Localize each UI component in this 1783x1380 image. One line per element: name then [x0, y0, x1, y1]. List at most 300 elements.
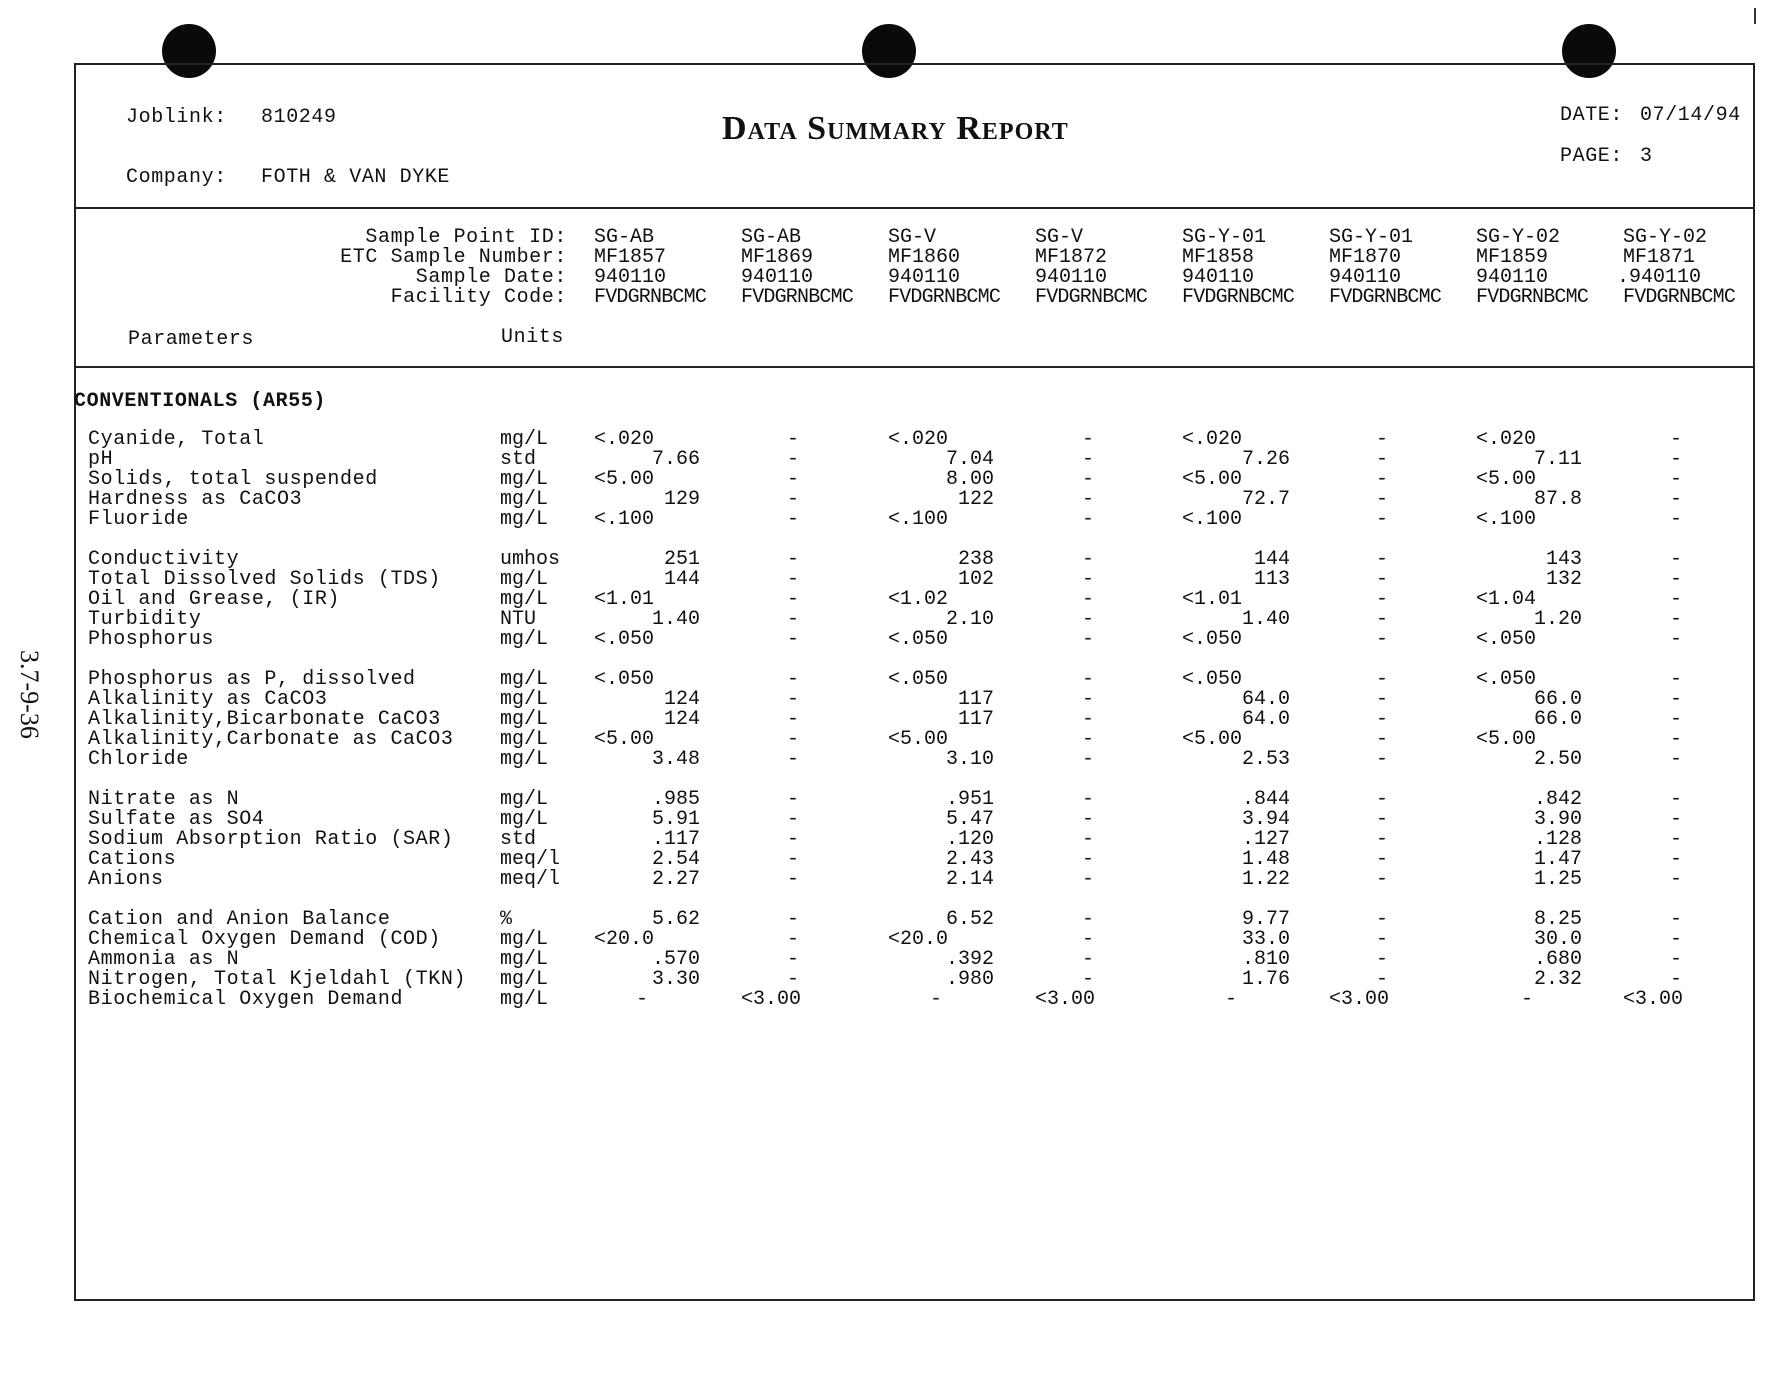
table-cell-value: 2.10 — [945, 608, 994, 631]
table-cell-value: <.050 — [1476, 628, 1537, 651]
table-cell-value: - — [787, 488, 800, 511]
table-cell-value: - — [1670, 948, 1683, 971]
table-cell-value: - — [1376, 968, 1389, 991]
table-row-parameter: Cations — [88, 848, 177, 871]
table-cell-value: <3.00 — [1035, 988, 1096, 1011]
table-row-unit: mg/L — [500, 928, 549, 951]
table-cell-value: - — [1082, 968, 1095, 991]
table-cell-value: - — [1082, 868, 1095, 891]
table-row-unit: NTU — [500, 608, 537, 631]
table-row-parameter: Nitrogen, Total Kjeldahl (TKN) — [88, 968, 467, 991]
table-row-unit: mg/L — [500, 988, 549, 1011]
table-cell-value: - — [1670, 508, 1683, 531]
table-cell-value: 72.7 — [1241, 488, 1290, 511]
sample-date-label: Sample Date: — [415, 266, 567, 289]
table-cell-value: 3.90 — [1533, 808, 1582, 831]
table-row-parameter: Conductivity — [88, 548, 240, 571]
sample-id-cell: SG-V — [1035, 226, 1084, 249]
table-cell-value: - — [1376, 728, 1389, 751]
table-cell-value: <.100 — [888, 508, 949, 531]
table-cell-value: 6.52 — [945, 908, 994, 931]
table-cell-value: <3.00 — [1623, 988, 1684, 1011]
table-cell-value: 2.54 — [651, 848, 700, 871]
table-cell-value: 143 — [1545, 548, 1582, 571]
sample-date-cell: 940110 — [1476, 266, 1549, 289]
table-cell-value: 5.62 — [651, 908, 700, 931]
table-cell-value: - — [1082, 668, 1095, 691]
sample-etc-cell: MF1857 — [594, 246, 667, 269]
table-cell-value: 2.32 — [1533, 968, 1582, 991]
table-cell-value: .392 — [945, 948, 994, 971]
table-row-unit: umhos — [500, 548, 561, 571]
table-row-unit: mg/L — [500, 748, 549, 771]
table-cell-value: 33.0 — [1241, 928, 1290, 951]
table-row-parameter: Cyanide, Total — [88, 428, 265, 451]
page-value: 3 — [1640, 145, 1653, 168]
table-cell-value: - — [1082, 468, 1095, 491]
table-cell-value: - — [1670, 908, 1683, 931]
sample-etc-cell: MF1859 — [1476, 246, 1549, 269]
sample-id-cell: SG-Y-01 — [1182, 226, 1267, 249]
table-cell-value: - — [787, 468, 800, 491]
table-cell-value: - — [1670, 608, 1683, 631]
table-cell-value: - — [787, 868, 800, 891]
table-row-parameter: Hardness as CaCO3 — [88, 488, 303, 511]
column-header-divider — [74, 366, 1755, 368]
sample-id-cell: SG-AB — [741, 226, 802, 249]
table-cell-value: 1.40 — [651, 608, 700, 631]
table-cell-value: 7.66 — [651, 448, 700, 471]
table-cell-value: - — [1376, 548, 1389, 571]
table-row-unit: std — [500, 828, 537, 851]
table-cell-value: 2.27 — [651, 868, 700, 891]
table-cell-value: - — [1082, 568, 1095, 591]
table-cell-value: 3.94 — [1241, 808, 1290, 831]
sample-facility-cell: FVDGRNBCMC — [741, 286, 854, 309]
parameters-header: Parameters — [128, 328, 255, 351]
table-cell-value: 124 — [663, 708, 700, 731]
table-cell-value: - — [787, 428, 800, 451]
table-cell-value: 1.48 — [1241, 848, 1290, 871]
table-cell-value: - — [1521, 988, 1534, 1011]
table-row-unit: mg/L — [500, 488, 549, 511]
table-cell-value: - — [1376, 828, 1389, 851]
table-cell-value: <.020 — [888, 428, 949, 451]
table-cell-value: - — [1670, 488, 1683, 511]
table-cell-value: - — [787, 928, 800, 951]
table-cell-value: 1.20 — [1533, 608, 1582, 631]
table-cell-value: .985 — [651, 788, 700, 811]
table-row-unit: meq/l — [500, 868, 561, 891]
table-cell-value: 132 — [1545, 568, 1582, 591]
table-cell-value: - — [1376, 568, 1389, 591]
table-cell-value: - — [787, 608, 800, 631]
table-cell-value: - — [1670, 708, 1683, 731]
sample-point-label: Sample Point ID: — [365, 226, 567, 249]
table-cell-value: 3.48 — [651, 748, 700, 771]
date-label: DATE: — [1560, 104, 1624, 127]
table-cell-value: .120 — [945, 828, 994, 851]
table-row-unit: mg/L — [500, 628, 549, 651]
table-row-parameter: Solids, total suspended — [88, 468, 378, 491]
table-cell-value: - — [1670, 868, 1683, 891]
table-cell-value: - — [1670, 748, 1683, 771]
table-cell-value: 9.77 — [1241, 908, 1290, 931]
table-cell-value: - — [1670, 428, 1683, 451]
table-cell-value: <5.00 — [594, 468, 655, 491]
sample-id-cell: SG-Y-02 — [1623, 226, 1708, 249]
etc-number-label: ETC Sample Number: — [340, 246, 567, 269]
table-cell-value: - — [1670, 448, 1683, 471]
table-cell-value: - — [1082, 828, 1095, 851]
table-cell-value: <5.00 — [1182, 728, 1243, 751]
table-cell-value: .127 — [1241, 828, 1290, 851]
table-cell-value: - — [787, 508, 800, 531]
table-cell-value: 1.47 — [1533, 848, 1582, 871]
table-row-parameter: pH — [88, 448, 114, 471]
table-cell-value: - — [787, 708, 800, 731]
table-cell-value: 238 — [957, 548, 994, 571]
table-row-parameter: Total Dissolved Solids (TDS) — [88, 568, 441, 591]
table-cell-value: <.100 — [594, 508, 655, 531]
table-cell-value: - — [1082, 928, 1095, 951]
table-cell-value: - — [787, 848, 800, 871]
table-row-parameter: Cation and Anion Balance — [88, 908, 391, 931]
margin-tick — [1754, 8, 1756, 24]
table-cell-value: - — [1376, 908, 1389, 931]
table-cell-value: .570 — [651, 948, 700, 971]
table-cell-value: - — [1082, 748, 1095, 771]
table-cell-value: 144 — [1253, 548, 1290, 571]
table-cell-value: <20.0 — [594, 928, 655, 951]
table-cell-value: .842 — [1533, 788, 1582, 811]
table-cell-value: .980 — [945, 968, 994, 991]
table-cell-value: - — [1376, 608, 1389, 631]
sample-etc-cell: MF1869 — [741, 246, 814, 269]
table-cell-value: 8.00 — [945, 468, 994, 491]
table-cell-value: - — [1082, 688, 1095, 711]
table-cell-value: 66.0 — [1533, 708, 1582, 731]
units-header: Units — [501, 326, 565, 349]
table-cell-value: 1.22 — [1241, 868, 1290, 891]
table-cell-value: 8.25 — [1533, 908, 1582, 931]
table-row-unit: mg/L — [500, 568, 549, 591]
table-cell-value: - — [787, 748, 800, 771]
sample-etc-cell: MF1870 — [1329, 246, 1402, 269]
report-title: Data Summary Report — [722, 110, 1069, 147]
table-cell-value: 30.0 — [1533, 928, 1582, 951]
table-cell-value: 117 — [957, 688, 994, 711]
sample-id-cell: SG-AB — [594, 226, 655, 249]
table-cell-value: 66.0 — [1533, 688, 1582, 711]
sample-etc-cell: MF1858 — [1182, 246, 1255, 269]
sample-id-cell: SG-Y-01 — [1329, 226, 1414, 249]
table-cell-value: - — [1082, 588, 1095, 611]
table-cell-value: <3.00 — [1329, 988, 1390, 1011]
table-cell-value: .117 — [651, 828, 700, 851]
table-cell-value: - — [1082, 908, 1095, 931]
table-cell-value: <.100 — [1476, 508, 1537, 531]
table-cell-value: 1.76 — [1241, 968, 1290, 991]
table-cell-value: - — [636, 988, 649, 1011]
table-cell-value: 5.91 — [651, 808, 700, 831]
table-cell-value: 3.30 — [651, 968, 700, 991]
table-cell-value: - — [1670, 968, 1683, 991]
table-cell-value: 251 — [663, 548, 700, 571]
table-cell-value: - — [1082, 848, 1095, 871]
table-row-parameter: Phosphorus — [88, 628, 215, 651]
table-cell-value: <.100 — [1182, 508, 1243, 531]
table-cell-value: - — [1670, 928, 1683, 951]
table-cell-value: <5.00 — [1476, 468, 1537, 491]
table-row-parameter: Turbidity — [88, 608, 202, 631]
joblink-label: Joblink: — [126, 106, 227, 129]
table-cell-value: - — [787, 688, 800, 711]
table-cell-value: .810 — [1241, 948, 1290, 971]
table-cell-value: - — [787, 548, 800, 571]
table-row-parameter: Phosphorus as P, dissolved — [88, 668, 416, 691]
header-divider — [74, 207, 1755, 209]
sample-facility-cell: FVDGRNBCMC — [594, 286, 707, 309]
table-cell-value: - — [1376, 428, 1389, 451]
table-cell-value: - — [1670, 688, 1683, 711]
table-cell-value: <.050 — [888, 628, 949, 651]
table-cell-value: .951 — [945, 788, 994, 811]
sample-date-cell: 940110 — [594, 266, 667, 289]
table-cell-value: - — [787, 728, 800, 751]
table-cell-value: 64.0 — [1241, 688, 1290, 711]
table-cell-value: 2.53 — [1241, 748, 1290, 771]
table-cell-value: - — [1082, 628, 1095, 651]
table-cell-value: - — [1670, 548, 1683, 571]
table-cell-value: 122 — [957, 488, 994, 511]
table-cell-value: 3.10 — [945, 748, 994, 771]
table-row-parameter: Alkalinity,Bicarbonate CaCO3 — [88, 708, 441, 731]
table-row-unit: meq/l — [500, 848, 561, 871]
table-cell-value: - — [1082, 808, 1095, 831]
table-row-parameter: Alkalinity as CaCO3 — [88, 688, 328, 711]
sample-facility-cell: FVDGRNBCMC — [888, 286, 1001, 309]
table-cell-value: - — [1670, 668, 1683, 691]
table-cell-value: - — [1225, 988, 1238, 1011]
table-cell-value: - — [787, 568, 800, 591]
table-cell-value: - — [1670, 468, 1683, 491]
table-cell-value: <.050 — [888, 668, 949, 691]
table-cell-value: 1.40 — [1241, 608, 1290, 631]
table-cell-value: - — [1082, 708, 1095, 731]
table-row-parameter: Sodium Absorption Ratio (SAR) — [88, 828, 454, 851]
sample-id-cell: SG-Y-02 — [1476, 226, 1561, 249]
table-cell-value: - — [1670, 808, 1683, 831]
table-cell-value: <.020 — [1182, 428, 1243, 451]
table-cell-value: 113 — [1253, 568, 1290, 591]
table-cell-value: - — [787, 668, 800, 691]
table-cell-value: <5.00 — [888, 728, 949, 751]
table-cell-value: - — [1376, 848, 1389, 871]
table-cell-value: - — [1376, 468, 1389, 491]
table-row-unit: mg/L — [500, 808, 549, 831]
table-cell-value: - — [787, 908, 800, 931]
table-row-parameter: Chemical Oxygen Demand (COD) — [88, 928, 441, 951]
table-cell-value: 144 — [663, 568, 700, 591]
sample-date-cell: 940110 — [1182, 266, 1255, 289]
table-cell-value: - — [1082, 548, 1095, 571]
table-row-unit: mg/L — [500, 668, 549, 691]
sample-date-cell: 940110 — [888, 266, 961, 289]
table-row-unit: mg/L — [500, 428, 549, 451]
sample-date-cell: .940110 — [1617, 266, 1702, 289]
table-cell-value: - — [1670, 628, 1683, 651]
section-title: CONVENTIONALS (AR55) — [74, 390, 327, 413]
table-cell-value: - — [1376, 668, 1389, 691]
table-cell-value: - — [787, 628, 800, 651]
table-cell-value: - — [787, 788, 800, 811]
table-cell-value: - — [1082, 488, 1095, 511]
table-cell-value: - — [1670, 728, 1683, 751]
table-row-parameter: Nitrate as N — [88, 788, 240, 811]
table-row-unit: mg/L — [500, 728, 549, 751]
table-row-parameter: Anions — [88, 868, 164, 891]
table-cell-value: - — [1670, 848, 1683, 871]
table-row-parameter: Ammonia as N — [88, 948, 240, 971]
table-cell-value: <1.01 — [1182, 588, 1243, 611]
table-cell-value: <1.02 — [888, 588, 949, 611]
table-row-unit: mg/L — [500, 688, 549, 711]
sample-date-cell: 940110 — [741, 266, 814, 289]
table-cell-value: 2.14 — [945, 868, 994, 891]
table-cell-value: - — [1376, 628, 1389, 651]
date-value: 07/14/94 — [1640, 104, 1741, 127]
table-row-parameter: Fluoride — [88, 508, 189, 531]
table-cell-value: <3.00 — [741, 988, 802, 1011]
table-cell-value: 87.8 — [1533, 488, 1582, 511]
table-cell-value: <.020 — [594, 428, 655, 451]
table-cell-value: .680 — [1533, 948, 1582, 971]
table-cell-value: 5.47 — [945, 808, 994, 831]
table-cell-value: - — [1376, 748, 1389, 771]
table-cell-value: - — [1670, 788, 1683, 811]
table-row-parameter: Chloride — [88, 748, 189, 771]
sample-etc-cell: MF1860 — [888, 246, 961, 269]
table-cell-value: <.020 — [1476, 428, 1537, 451]
table-cell-value: - — [1376, 948, 1389, 971]
table-cell-value: - — [1082, 448, 1095, 471]
sample-facility-cell: FVDGRNBCMC — [1035, 286, 1148, 309]
company-value: FOTH & VAN DYKE — [261, 166, 451, 189]
table-cell-value: - — [1376, 588, 1389, 611]
sample-facility-cell: FVDGRNBCMC — [1182, 286, 1295, 309]
table-cell-value: 1.25 — [1533, 868, 1582, 891]
table-cell-value: - — [787, 588, 800, 611]
table-cell-value: <5.00 — [1476, 728, 1537, 751]
table-cell-value: .844 — [1241, 788, 1290, 811]
table-cell-value: - — [787, 448, 800, 471]
company-label: Company: — [126, 166, 227, 189]
table-cell-value: - — [787, 968, 800, 991]
sample-date-cell: 940110 — [1035, 266, 1108, 289]
table-cell-value: 2.43 — [945, 848, 994, 871]
joblink-value: 810249 — [261, 106, 337, 129]
table-cell-value: .128 — [1533, 828, 1582, 851]
table-cell-value: - — [1376, 928, 1389, 951]
table-row-unit: mg/L — [500, 708, 549, 731]
table-cell-value: <.050 — [1182, 668, 1243, 691]
table-cell-value: 129 — [663, 488, 700, 511]
table-cell-value: - — [1376, 508, 1389, 531]
table-cell-value: <1.01 — [594, 588, 655, 611]
table-cell-value: - — [1376, 688, 1389, 711]
table-cell-value: 7.04 — [945, 448, 994, 471]
sample-date-cell: 940110 — [1329, 266, 1402, 289]
table-cell-value: 117 — [957, 708, 994, 731]
table-cell-value: - — [1376, 448, 1389, 471]
table-cell-value: <5.00 — [594, 728, 655, 751]
table-cell-value: - — [787, 808, 800, 831]
table-cell-value: - — [1082, 948, 1095, 971]
page-label: PAGE: — [1560, 145, 1624, 168]
table-cell-value: - — [1082, 728, 1095, 751]
table-row-unit: % — [500, 908, 513, 931]
table-cell-value: - — [1082, 428, 1095, 451]
table-cell-value: <.050 — [594, 668, 655, 691]
table-cell-value: - — [1082, 608, 1095, 631]
table-cell-value: - — [1376, 788, 1389, 811]
facility-code-label: Facility Code: — [390, 286, 567, 309]
table-cell-value: - — [1670, 828, 1683, 851]
table-cell-value: 102 — [957, 568, 994, 591]
table-cell-value: - — [1082, 508, 1095, 531]
table-cell-value: 124 — [663, 688, 700, 711]
table-cell-value: 2.50 — [1533, 748, 1582, 771]
sample-facility-cell: FVDGRNBCMC — [1476, 286, 1589, 309]
table-row-unit: std — [500, 448, 537, 471]
table-row-unit: mg/L — [500, 968, 549, 991]
table-cell-value: - — [1670, 588, 1683, 611]
table-cell-value: - — [1082, 788, 1095, 811]
table-cell-value: 64.0 — [1241, 708, 1290, 731]
table-row-unit: mg/L — [500, 508, 549, 531]
table-cell-value: <20.0 — [888, 928, 949, 951]
table-cell-value: - — [787, 828, 800, 851]
sample-id-cell: SG-V — [888, 226, 937, 249]
table-cell-value: - — [1376, 488, 1389, 511]
table-row-parameter: Biochemical Oxygen Demand — [88, 988, 404, 1011]
table-row-parameter: Oil and Grease, (IR) — [88, 588, 341, 611]
table-row-unit: mg/L — [500, 948, 549, 971]
table-cell-value: - — [1376, 808, 1389, 831]
table-cell-value: 7.11 — [1533, 448, 1582, 471]
table-row-unit: mg/L — [500, 588, 549, 611]
table-cell-value: - — [1376, 708, 1389, 731]
side-note: 3.7-9-36 — [15, 650, 44, 739]
sample-facility-cell: FVDGRNBCMC — [1623, 286, 1736, 309]
table-cell-value: 7.26 — [1241, 448, 1290, 471]
table-cell-value: - — [787, 948, 800, 971]
table-cell-value: - — [1376, 868, 1389, 891]
table-cell-value: <1.04 — [1476, 588, 1537, 611]
table-cell-value: - — [930, 988, 943, 1011]
table-row-unit: mg/L — [500, 788, 549, 811]
table-cell-value: <5.00 — [1182, 468, 1243, 491]
table-cell-value: - — [1670, 568, 1683, 591]
table-cell-value: <.050 — [594, 628, 655, 651]
sample-facility-cell: FVDGRNBCMC — [1329, 286, 1442, 309]
table-row-parameter: Alkalinity,Carbonate as CaCO3 — [88, 728, 454, 751]
table-cell-value: <.050 — [1182, 628, 1243, 651]
table-row-parameter: Sulfate as SO4 — [88, 808, 265, 831]
table-row-unit: mg/L — [500, 468, 549, 491]
table-cell-value: <.050 — [1476, 668, 1537, 691]
